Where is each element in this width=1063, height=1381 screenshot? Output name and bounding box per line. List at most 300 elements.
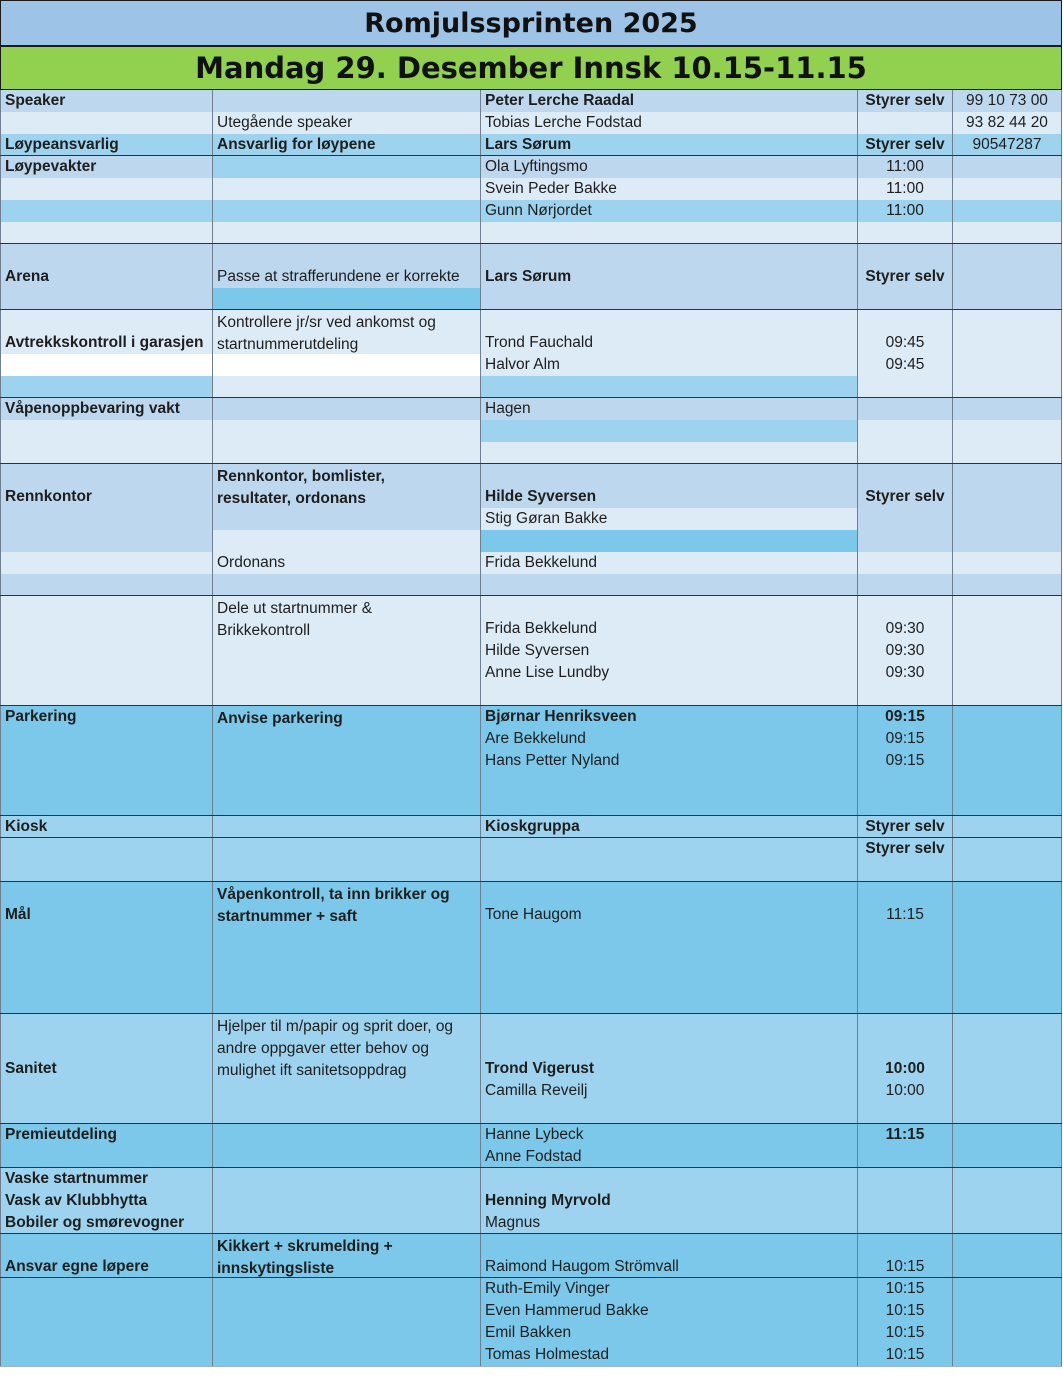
table-row xyxy=(0,552,1062,574)
time-cell: 11:00 xyxy=(858,178,953,200)
time-cell: 09:45 xyxy=(858,354,953,376)
table-row xyxy=(0,178,1062,200)
time-cell: Styrer selv xyxy=(858,838,953,860)
table-row xyxy=(0,1344,1062,1366)
task-cell xyxy=(213,860,481,882)
time-cell xyxy=(858,1168,953,1190)
phone-cell xyxy=(953,1014,1062,1080)
task-cell xyxy=(213,662,481,684)
task-cell xyxy=(213,1146,481,1168)
task-cell xyxy=(213,376,481,398)
role-cell xyxy=(0,596,213,640)
task-cell: Ansvarlig for løypene xyxy=(213,134,481,156)
role-cell xyxy=(0,838,213,860)
person-cell: Even Hammerud Bakke xyxy=(481,1300,858,1322)
time-cell: 09:15 xyxy=(858,706,953,728)
table-row xyxy=(0,948,1062,970)
role-cell xyxy=(0,288,213,310)
role-cell: Premieutdeling xyxy=(0,1124,213,1146)
phone-cell xyxy=(953,1080,1062,1102)
phone-cell xyxy=(953,1322,1062,1344)
table-row xyxy=(0,420,1062,442)
sheet-subtitle: Mandag 29. Desember Innsk 10.15-11.15 xyxy=(0,46,1062,90)
time-cell: Styrer selv xyxy=(858,816,953,838)
person-cell: Svein Peder Bakke xyxy=(481,178,858,200)
task-cell xyxy=(213,1102,481,1124)
person-cell: Stig Gøran Bakke xyxy=(481,508,858,530)
person-cell xyxy=(481,530,858,552)
person-cell: Kioskgruppa xyxy=(481,816,858,838)
person-cell xyxy=(481,376,858,398)
table-row xyxy=(0,794,1062,816)
time-cell xyxy=(858,948,953,970)
task-cell xyxy=(213,772,481,794)
phone-cell xyxy=(953,244,1062,288)
role-cell: Parkering xyxy=(0,706,213,728)
time-cell xyxy=(858,1190,953,1212)
time-cell: 11:00 xyxy=(858,156,953,178)
task-cell xyxy=(213,640,481,662)
role-cell: Mål xyxy=(0,882,213,926)
role-cell: Ansvar egne løpere xyxy=(0,1234,213,1278)
role-cell xyxy=(0,508,213,530)
phone-cell xyxy=(953,926,1062,948)
task-cell xyxy=(213,750,481,772)
person-cell: Peter Lerche Raadal xyxy=(481,90,858,112)
person-cell: Trond Vigerust xyxy=(481,1014,858,1080)
person-cell: Hilde Syversen xyxy=(481,464,858,508)
table-row xyxy=(0,882,1062,926)
time-cell xyxy=(858,992,953,1014)
time-cell: 09:15 xyxy=(858,728,953,750)
phone-cell xyxy=(953,596,1062,640)
phone-cell xyxy=(953,970,1062,992)
task-cell xyxy=(213,288,481,310)
role-cell xyxy=(0,794,213,816)
table-row xyxy=(0,706,1062,728)
task-cell xyxy=(213,354,481,376)
table-row xyxy=(0,112,1062,134)
time-cell: 09:45 xyxy=(858,310,953,354)
table-row xyxy=(0,530,1062,552)
role-cell xyxy=(0,750,213,772)
table-row xyxy=(0,1300,1062,1322)
table-row xyxy=(0,376,1062,398)
table-row xyxy=(0,860,1062,882)
role-cell: Løypeansvarlig xyxy=(0,134,213,156)
time-cell xyxy=(858,420,953,442)
role-cell xyxy=(0,772,213,794)
task-cell xyxy=(213,992,481,1014)
time-cell xyxy=(858,684,953,706)
time-cell: 11:15 xyxy=(858,1124,953,1146)
time-cell xyxy=(858,860,953,882)
table-row xyxy=(0,1014,1062,1080)
table-row xyxy=(0,398,1062,420)
time-cell: 10:15 xyxy=(858,1278,953,1300)
phone-cell xyxy=(953,464,1062,508)
person-cell xyxy=(481,948,858,970)
table-row xyxy=(0,838,1062,860)
table-row xyxy=(0,816,1062,838)
phone-cell xyxy=(953,772,1062,794)
task-cell xyxy=(213,1322,481,1344)
time-cell xyxy=(858,1146,953,1168)
task-cell xyxy=(213,508,481,530)
phone-cell xyxy=(953,992,1062,1014)
person-cell xyxy=(481,222,858,244)
time-cell xyxy=(858,772,953,794)
role-cell: Speaker xyxy=(0,90,213,112)
person-cell: Anne Fodstad xyxy=(481,1146,858,1168)
role-cell xyxy=(0,1102,213,1124)
table-row xyxy=(0,200,1062,222)
time-cell: 09:30 xyxy=(858,596,953,640)
task-cell xyxy=(213,926,481,948)
task-cell xyxy=(213,794,481,816)
phone-cell xyxy=(953,156,1062,178)
role-cell: Våpenoppbevaring vakt xyxy=(0,398,213,420)
person-cell: Hagen xyxy=(481,398,858,420)
person-cell: Lars Sørum xyxy=(481,244,858,288)
person-cell xyxy=(481,860,858,882)
person-cell: Halvor Alm xyxy=(481,354,858,376)
role-cell xyxy=(0,376,213,398)
task-cell: Ordonans xyxy=(213,552,481,574)
task-cell xyxy=(213,1278,481,1300)
phone-cell xyxy=(953,1300,1062,1322)
table-row xyxy=(0,1212,1062,1234)
role-cell xyxy=(0,552,213,574)
person-cell: Ola Lyftingsmo xyxy=(481,156,858,178)
phone-cell xyxy=(953,816,1062,838)
time-cell xyxy=(858,508,953,530)
time-cell: Styrer selv xyxy=(858,90,953,112)
role-cell: Kiosk xyxy=(0,816,213,838)
task-cell: Utegående speaker xyxy=(213,112,481,134)
time-cell xyxy=(858,552,953,574)
time-cell: 11:15 xyxy=(858,882,953,926)
person-cell: Ruth-Emily Vinger xyxy=(481,1278,858,1300)
task-cell: Dele ut startnummer & Brikkekontroll xyxy=(213,596,481,640)
role-cell xyxy=(0,1278,213,1300)
phone-cell xyxy=(953,662,1062,684)
task-cell xyxy=(213,1124,481,1146)
role-cell xyxy=(0,442,213,464)
phone-cell xyxy=(953,1278,1062,1300)
person-cell: Tobias Lerche Fodstad xyxy=(481,112,858,134)
time-cell xyxy=(858,574,953,596)
task-cell xyxy=(213,1190,481,1212)
task-cell xyxy=(213,574,481,596)
phone-cell xyxy=(953,552,1062,574)
role-cell xyxy=(0,948,213,970)
task-cell xyxy=(213,200,481,222)
task-cell: Kikkert + skrumelding + innskytingsliste xyxy=(213,1234,481,1278)
table-row xyxy=(0,1278,1062,1300)
role-cell: Vaske startnummer xyxy=(0,1168,213,1190)
person-cell: Hans Petter Nyland xyxy=(481,750,858,772)
task-cell xyxy=(213,530,481,552)
person-cell: Lars Sørum xyxy=(481,134,858,156)
time-cell: 11:00 xyxy=(858,200,953,222)
table-row xyxy=(0,1234,1062,1278)
phone-cell xyxy=(953,1212,1062,1234)
role-cell xyxy=(0,574,213,596)
task-cell xyxy=(213,1212,481,1234)
task-cell: Hjelper til m/papir og sprit doer, og andre oppgaver etter behov og mulighet ift sanitetsoppdrag xyxy=(213,1014,481,1080)
table-row xyxy=(0,90,1062,112)
phone-cell xyxy=(953,508,1062,530)
time-cell: 10:00 xyxy=(858,1080,953,1102)
table-row xyxy=(0,1146,1062,1168)
phone-cell xyxy=(953,420,1062,442)
time-cell xyxy=(858,112,953,134)
task-cell xyxy=(213,948,481,970)
table-row xyxy=(0,596,1062,640)
phone-cell: 99 10 73 00 xyxy=(953,90,1062,112)
role-cell xyxy=(0,200,213,222)
role-cell xyxy=(0,992,213,1014)
role-cell xyxy=(0,662,213,684)
task-cell xyxy=(213,222,481,244)
time-cell xyxy=(858,530,953,552)
phone-cell xyxy=(953,1124,1062,1146)
task-cell xyxy=(213,178,481,200)
task-cell xyxy=(213,442,481,464)
table-row xyxy=(0,222,1062,244)
person-cell: Henning Myrvold xyxy=(481,1190,858,1212)
table-row xyxy=(0,772,1062,794)
phone-cell xyxy=(953,354,1062,376)
person-cell xyxy=(481,838,858,860)
task-cell xyxy=(213,728,481,750)
task-cell: Passe at strafferundene er korrekte xyxy=(213,244,481,288)
person-cell xyxy=(481,772,858,794)
table-row xyxy=(0,750,1062,772)
time-cell xyxy=(858,288,953,310)
time-cell: 09:15 xyxy=(858,750,953,772)
phone-cell xyxy=(953,1190,1062,1212)
person-cell: Are Bekkelund xyxy=(481,728,858,750)
person-cell xyxy=(481,288,858,310)
time-cell xyxy=(858,970,953,992)
person-cell: Hanne Lybeck xyxy=(481,1124,858,1146)
phone-cell: 93 82 44 20 xyxy=(953,112,1062,134)
person-cell xyxy=(481,1102,858,1124)
table-row xyxy=(0,970,1062,992)
table-row xyxy=(0,288,1062,310)
phone-cell xyxy=(953,1102,1062,1124)
phone-cell xyxy=(953,750,1062,772)
table-row xyxy=(0,992,1062,1014)
role-cell xyxy=(0,640,213,662)
role-cell xyxy=(0,926,213,948)
phone-cell xyxy=(953,200,1062,222)
person-cell xyxy=(481,926,858,948)
person-cell: Bjørnar Henriksveen xyxy=(481,706,858,728)
phone-cell xyxy=(953,1344,1062,1366)
role-cell xyxy=(0,1322,213,1344)
task-cell xyxy=(213,1080,481,1102)
person-cell: Frida Bekkelund xyxy=(481,596,858,640)
role-cell xyxy=(0,530,213,552)
time-cell: Styrer selv xyxy=(858,134,953,156)
time-cell: 10:00 xyxy=(858,1014,953,1080)
time-cell: Styrer selv xyxy=(858,244,953,288)
person-cell: Emil Bakken xyxy=(481,1322,858,1344)
role-cell xyxy=(0,860,213,882)
time-cell: 09:30 xyxy=(858,640,953,662)
phone-cell xyxy=(953,376,1062,398)
table-row xyxy=(0,310,1062,354)
phone-cell xyxy=(953,882,1062,926)
phone-cell xyxy=(953,398,1062,420)
task-cell xyxy=(213,398,481,420)
role-cell xyxy=(0,178,213,200)
table-row xyxy=(0,1190,1062,1212)
person-cell: Frida Bekkelund xyxy=(481,552,858,574)
time-cell: 09:30 xyxy=(858,662,953,684)
task-cell: Anvise parkering xyxy=(213,706,481,728)
role-cell xyxy=(0,1300,213,1322)
phone-cell xyxy=(953,640,1062,662)
role-cell xyxy=(0,420,213,442)
role-cell xyxy=(0,728,213,750)
row-divider xyxy=(0,1366,1062,1367)
person-cell xyxy=(481,992,858,1014)
phone-cell xyxy=(953,684,1062,706)
table-row xyxy=(0,640,1062,662)
role-cell: Rennkontor xyxy=(0,464,213,508)
time-cell xyxy=(858,794,953,816)
role-cell: Avtrekkskontroll i garasjen xyxy=(0,310,213,354)
table-row xyxy=(0,1080,1062,1102)
table-row xyxy=(0,926,1062,948)
task-cell xyxy=(213,816,481,838)
time-cell xyxy=(858,1102,953,1124)
task-cell xyxy=(213,420,481,442)
time-cell xyxy=(858,1212,953,1234)
table-row xyxy=(0,442,1062,464)
task-cell: Kontrollere jr/sr ved ankomst og startnummerutdeling xyxy=(213,310,481,354)
person-cell xyxy=(481,574,858,596)
role-cell xyxy=(0,1146,213,1168)
phone-cell xyxy=(953,288,1062,310)
table-row xyxy=(0,1102,1062,1124)
phone-cell xyxy=(953,1168,1062,1190)
role-cell: Vask av Klubbhytta xyxy=(0,1190,213,1212)
sheet-title: Romjulssprinten 2025 xyxy=(0,0,1062,46)
role-cell xyxy=(0,970,213,992)
table-row xyxy=(0,1124,1062,1146)
phone-cell xyxy=(953,310,1062,354)
time-cell: 10:15 xyxy=(858,1234,953,1278)
table-row xyxy=(0,134,1062,156)
role-cell xyxy=(0,1344,213,1366)
task-cell xyxy=(213,970,481,992)
phone-cell xyxy=(953,574,1062,596)
task-cell xyxy=(213,1300,481,1322)
task-cell: Våpenkontroll, ta inn brikker og startnummer + saft xyxy=(213,882,481,926)
task-cell xyxy=(213,838,481,860)
person-cell: Trond Fauchald xyxy=(481,310,858,354)
table-row xyxy=(0,574,1062,596)
role-cell xyxy=(0,222,213,244)
person-cell xyxy=(481,1168,858,1190)
role-cell xyxy=(0,1080,213,1102)
phone-cell xyxy=(953,1234,1062,1278)
table-row xyxy=(0,464,1062,508)
table-row xyxy=(0,728,1062,750)
time-cell: 10:15 xyxy=(858,1344,953,1366)
task-cell xyxy=(213,1168,481,1190)
person-cell: Magnus xyxy=(481,1212,858,1234)
time-cell: 10:15 xyxy=(858,1300,953,1322)
task-cell xyxy=(213,90,481,112)
table-row xyxy=(0,662,1062,684)
phone-cell xyxy=(953,442,1062,464)
person-cell: Gunn Nørjordet xyxy=(481,200,858,222)
phone-cell xyxy=(953,728,1062,750)
person-cell xyxy=(481,970,858,992)
time-cell: 10:15 xyxy=(858,1322,953,1344)
table-row xyxy=(0,244,1062,288)
table-row xyxy=(0,156,1062,178)
table-row xyxy=(0,354,1062,376)
person-cell: Raimond Haugom Strömvall xyxy=(481,1234,858,1278)
person-cell xyxy=(481,684,858,706)
phone-cell xyxy=(953,530,1062,552)
phone-cell xyxy=(953,948,1062,970)
person-cell: Hilde Syversen xyxy=(481,640,858,662)
table-row xyxy=(0,684,1062,706)
phone-cell: 90547287 xyxy=(953,134,1062,156)
phone-cell xyxy=(953,706,1062,728)
time-cell: Styrer selv xyxy=(858,464,953,508)
role-cell xyxy=(0,354,213,376)
person-cell: Tomas Holmestad xyxy=(481,1344,858,1366)
person-cell: Tone Haugom xyxy=(481,882,858,926)
phone-cell xyxy=(953,860,1062,882)
table-row xyxy=(0,1168,1062,1190)
task-cell xyxy=(213,156,481,178)
phone-cell xyxy=(953,1146,1062,1168)
role-cell: Arena xyxy=(0,244,213,288)
role-cell: Sanitet xyxy=(0,1014,213,1080)
time-cell xyxy=(858,222,953,244)
phone-cell xyxy=(953,838,1062,860)
time-cell xyxy=(858,376,953,398)
time-cell xyxy=(858,398,953,420)
task-cell xyxy=(213,684,481,706)
role-cell: Bobiler og smørevogner xyxy=(0,1212,213,1234)
phone-cell xyxy=(953,178,1062,200)
role-cell xyxy=(0,684,213,706)
table-row xyxy=(0,1322,1062,1344)
person-cell xyxy=(481,794,858,816)
person-cell: Anne Lise Lundby xyxy=(481,662,858,684)
person-cell xyxy=(481,442,858,464)
task-cell: Rennkontor, bomlister, resultater, ordonans xyxy=(213,464,481,508)
table-row xyxy=(0,508,1062,530)
phone-cell xyxy=(953,222,1062,244)
role-cell xyxy=(0,112,213,134)
person-cell xyxy=(481,420,858,442)
task-cell xyxy=(213,1344,481,1366)
phone-cell xyxy=(953,794,1062,816)
person-cell: Camilla Reveilj xyxy=(481,1080,858,1102)
